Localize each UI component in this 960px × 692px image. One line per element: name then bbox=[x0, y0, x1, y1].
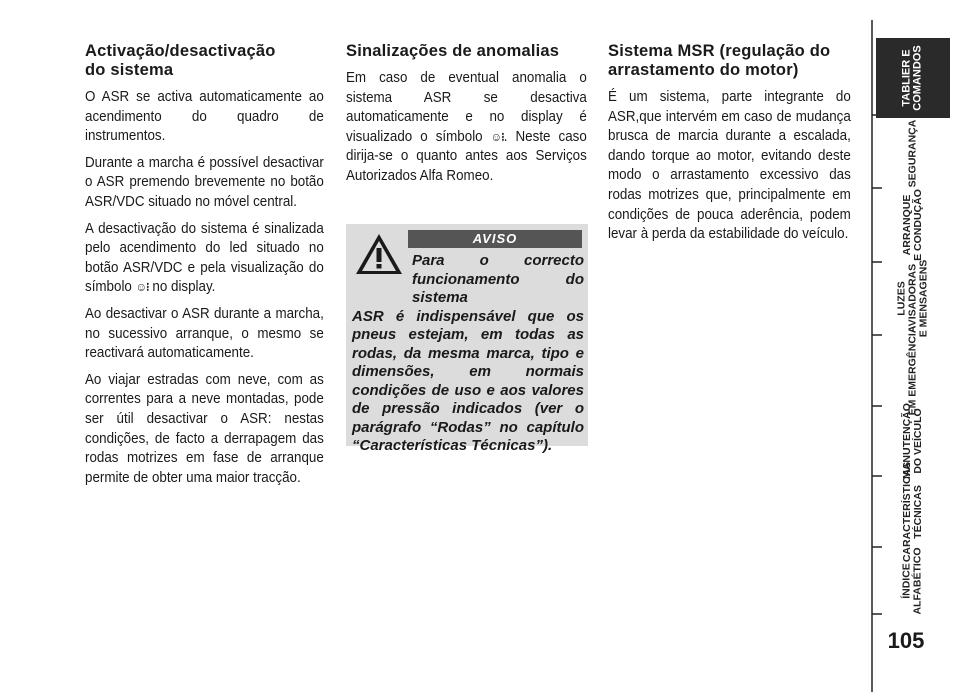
paragraph: Durante a marcha é possível desactivar o ASR premendo brevemente no botão ASR/VDC situado no móvel central. bbox=[85, 154, 324, 210]
tab-seguranca[interactable]: SEGURANÇA bbox=[906, 119, 919, 187]
warning-text: Para o correcto funcionamento do sistema ASR é indispensável que os pneus estejam, em todas as rodas, da mesma marca, tipo e dimensões, em normais condições de uso e aos valores de pressão indicados (ver o parágrafo “Rodas” no capítulo “Características Técnicas”). bbox=[352, 252, 584, 454]
tab-caracteristicas-tecnicas[interactable]: CARACTERÍSTICAS TÉCNICAS bbox=[901, 461, 924, 562]
paragraph: Ao desactivar o ASR durante a marcha, no sucessivo arranque, o mesmo se reactivará automaticamente. bbox=[85, 305, 324, 362]
column-anomalies bbox=[346, 42, 588, 194]
asr-fault-symbol-icon: ☺⁝ bbox=[490, 129, 504, 144]
tab-em-emergencia[interactable]: EM EMERGÊNCIA bbox=[906, 325, 919, 416]
tab-arranque-e-conducao[interactable]: ARRANQUE E CONDUÇÃO bbox=[900, 189, 924, 261]
chapter-tabs bbox=[868, 0, 960, 692]
paragraph: É um sistema, parte integrante do ASR,que intervém em caso de mudança brusca de marcia durante a escalada, dando torque ao motor, evitando deste modo o arrastamento excessivo das rodas motrizes que, principalmente em condições de pouca aderência, podem levar à perda da estabilidade do veículo. bbox=[608, 89, 851, 243]
section-heading-msr: Sistema MSR (regulação do arrastamento do motor) bbox=[608, 42, 831, 79]
tab-indice-alfabetico[interactable]: ÍNDICE ALFABÉTICO bbox=[901, 546, 924, 615]
warning-box bbox=[346, 224, 588, 454]
column-activation bbox=[85, 42, 325, 495]
tab-luzes-avisadoras[interactable]: LUZES AVISADORAS E MENSAGENS bbox=[895, 259, 930, 338]
page-number: 105 bbox=[887, 628, 925, 653]
asr-off-symbol-icon: ☺⁝ bbox=[135, 280, 149, 295]
paragraph: O ASR se activa automaticamente ao acendimento do quadro de instrumentos. bbox=[85, 89, 324, 145]
section-heading-anomalies: Sinalizações de anomalias bbox=[346, 42, 560, 60]
warning-label: AVISO bbox=[408, 230, 582, 248]
paragraph: Em caso de eventual anomalia o sistema ASR se desactiva automaticamente e no display é visualizado o símbolo ☺⁝. Neste caso dirija-se o quanto antes aos Serviços Autorizados Alfa Romeo. bbox=[346, 70, 587, 184]
column-msr bbox=[608, 42, 852, 252]
tab-tablier-e-comandos[interactable]: TABLIER E COMANDOS bbox=[876, 38, 950, 118]
paragraph: A desactivação do sistema é sinalizada pelo acendimento do led situado no botão ASR/VDC e pela visualização do símbolo ☺⁝ no display. bbox=[85, 220, 324, 298]
section-heading-activation: Activação/desactivação do sistema bbox=[85, 42, 276, 79]
paragraph: Ao viajar estradas com neve, com as correntes para a neve montadas, pode ser útil desactivar o ASR: nestas condições, de facto a derrapagem das rodas motrizes em fase de arranque permite de obter uma maior tracção. bbox=[85, 371, 324, 486]
tab-manutencao-do-veiculo[interactable]: MANUTENÇÃO DO VEÍCULO bbox=[901, 403, 925, 479]
